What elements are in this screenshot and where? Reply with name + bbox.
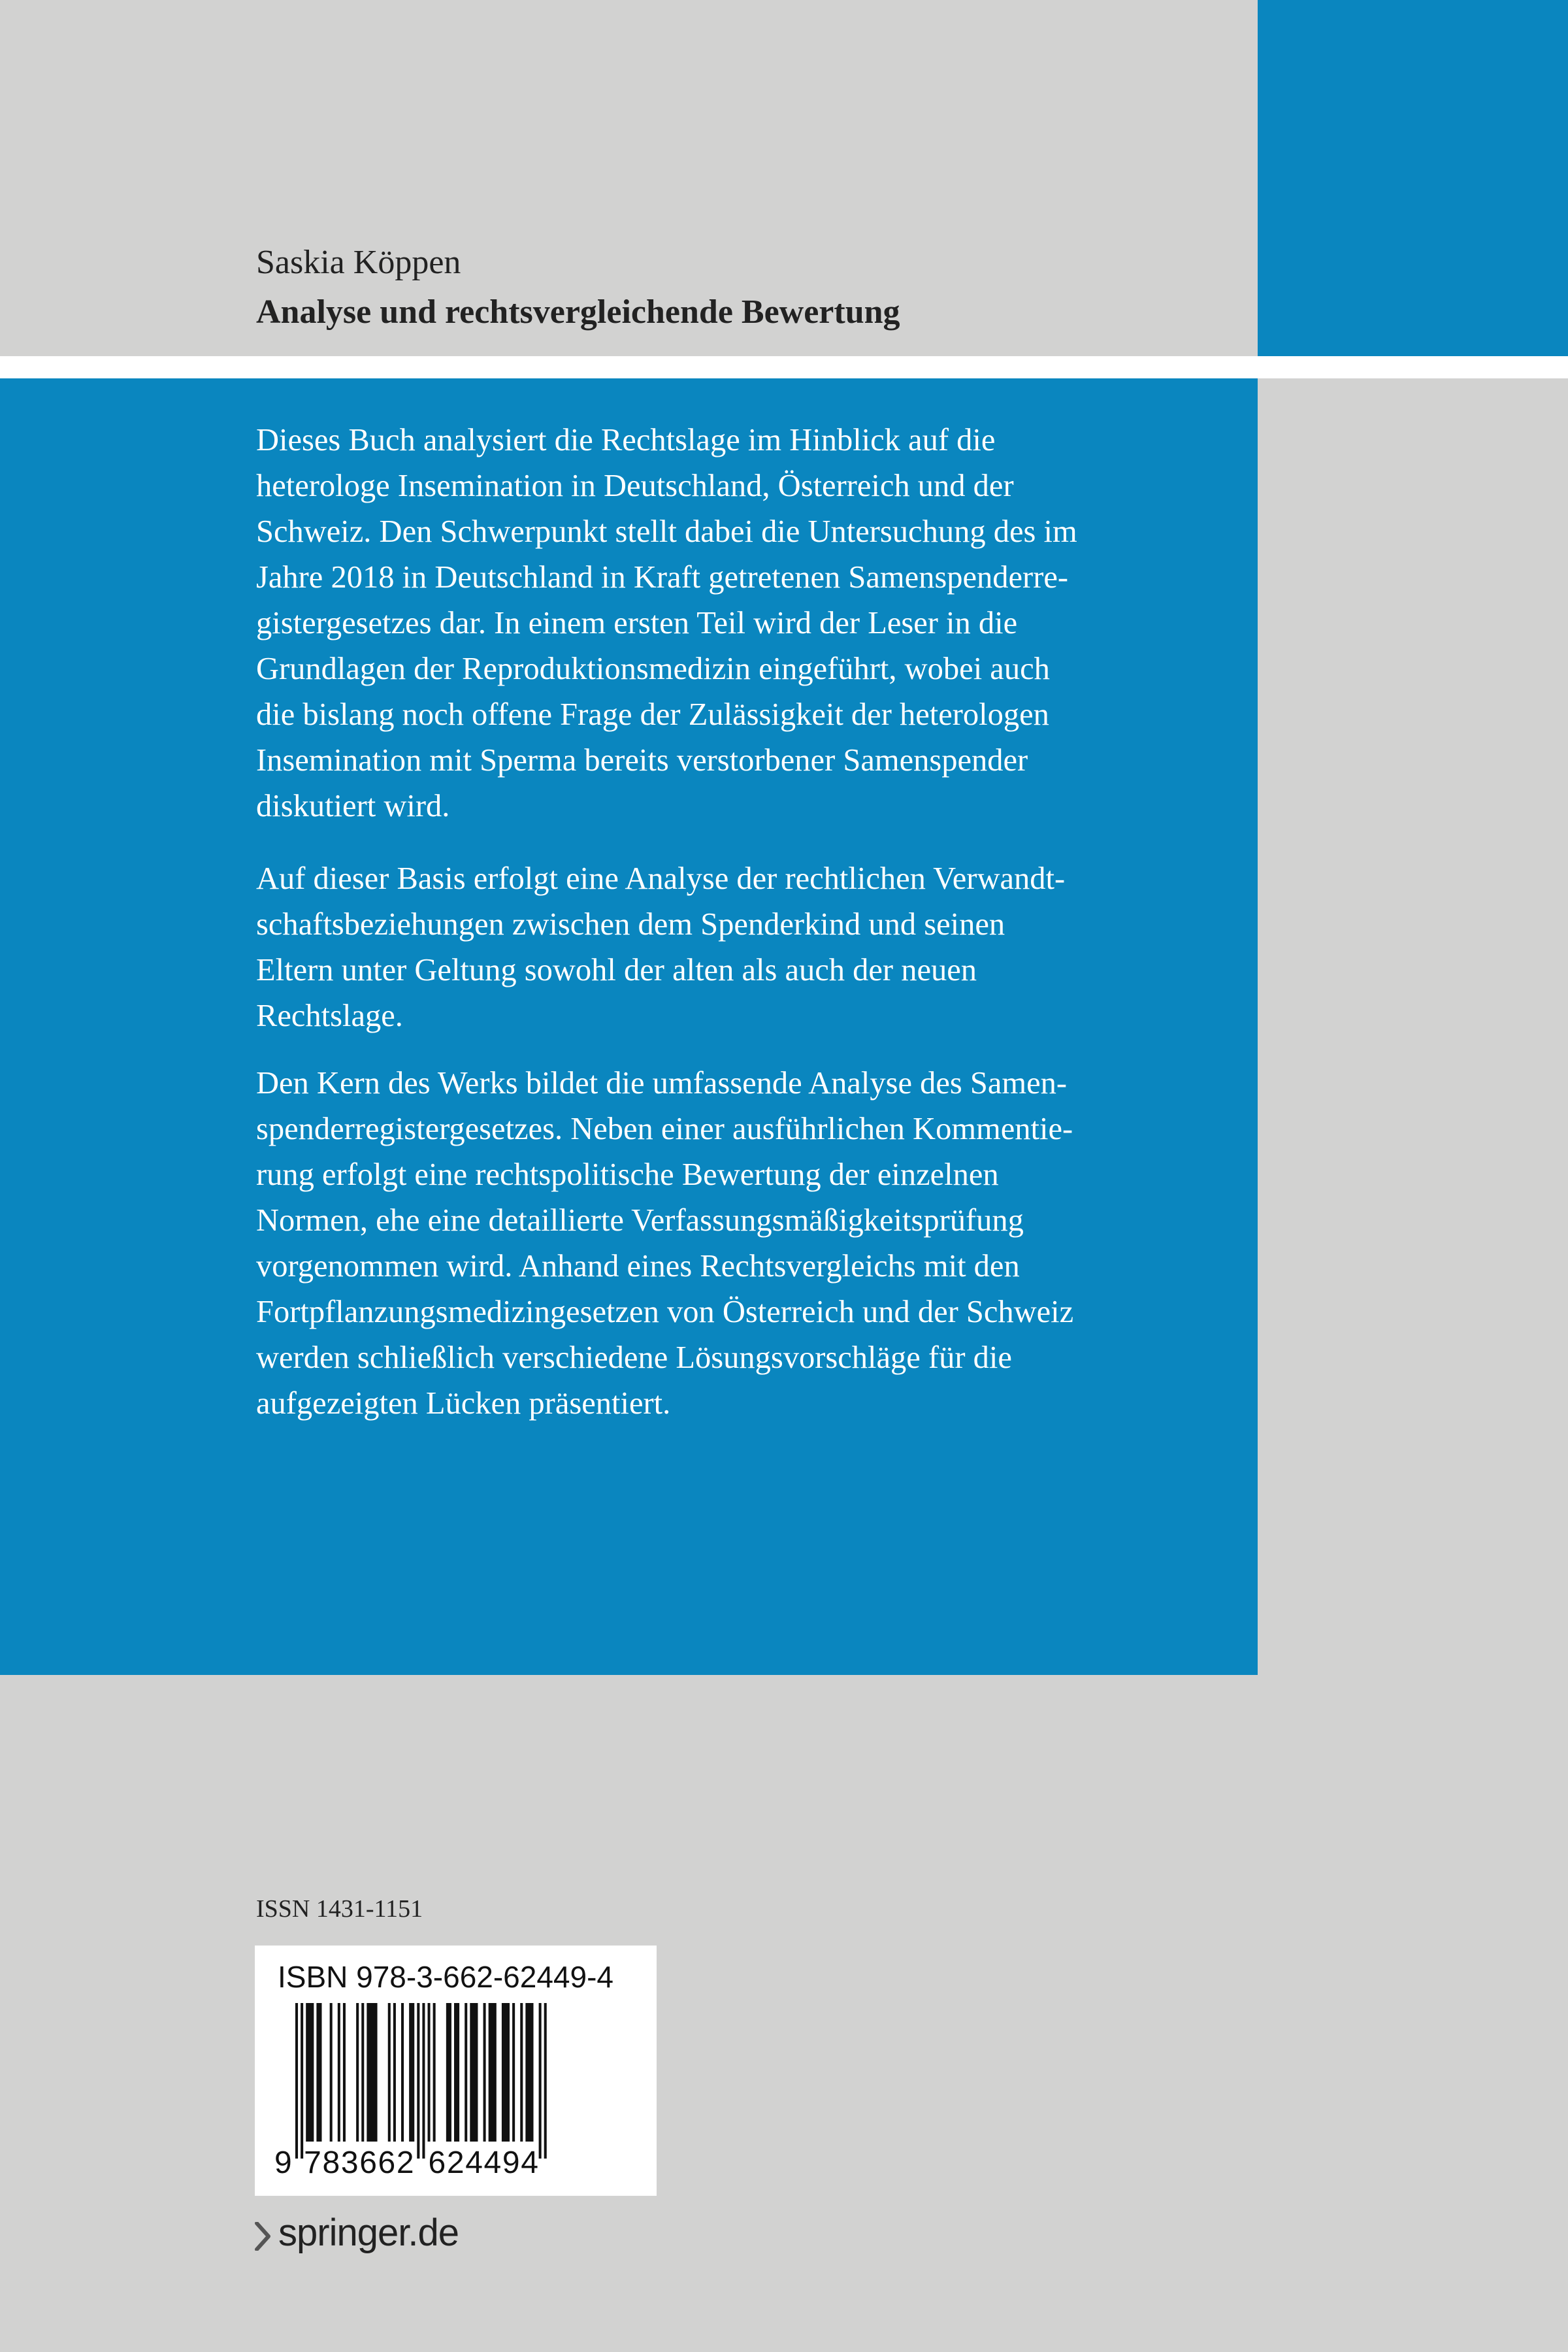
- barcode-bar: [483, 2003, 486, 2142]
- barcode-digit: 3: [340, 2145, 359, 2180]
- barcode-bar: [367, 2003, 377, 2142]
- barcode-bar: [433, 2003, 436, 2142]
- barcode-bar: [502, 2003, 510, 2142]
- barcode-bar: [446, 2003, 451, 2142]
- barcode-bar: [306, 2003, 314, 2142]
- barcode-bar: [393, 2003, 396, 2142]
- barcode-bar: [465, 2003, 467, 2142]
- blurb-line: Den Kern des Werks bildet die umfassende Analyse des Samen-: [256, 1066, 1068, 1101]
- barcode-bar: [512, 2003, 515, 2142]
- barcode-bar: [338, 2003, 340, 2142]
- barcode-digit: 6: [378, 2145, 396, 2180]
- barcode-digit: 2: [446, 2145, 465, 2180]
- barcode-bar: [401, 2003, 404, 2142]
- blurb-line: Normen, ehe eine detaillierte Verfassungsmäßigkeitsprüfung: [256, 1203, 1024, 1238]
- blurb-line: Eltern unter Geltung sowohl der alten als auch der neuen: [256, 953, 977, 987]
- accent-block: [1258, 0, 1568, 356]
- barcode-bar: [388, 2003, 391, 2142]
- blurb-line: Auf dieser Basis erfolgt eine Analyse der rechtlichen Verwandt-: [256, 861, 1066, 896]
- blurb-line: diskutiert wird.: [256, 789, 450, 823]
- issn-label: ISSN 1431-1151: [256, 1895, 423, 1923]
- barcode-guard-bar: [301, 2003, 303, 2159]
- barcode-digit: 7: [304, 2145, 321, 2180]
- book-subtitle: Analyse und rechtsvergleichende Bewertung: [256, 293, 900, 331]
- blurb-line: spenderregistergesetzes. Neben einer ausführlichen Kommentie-: [256, 1112, 1073, 1146]
- barcode-digit: 4: [521, 2145, 538, 2180]
- barcode-guard-bar: [539, 2003, 542, 2159]
- blurb-line: Grundlagen der Reproduktionsmedizin eingeführt, wobei auch: [256, 652, 1050, 686]
- barcode-bar: [489, 2003, 497, 2142]
- blurb-line: schaftsbeziehungen zwischen dem Spenderkind und seinen: [256, 907, 1005, 942]
- barcode-digit: 4: [465, 2145, 483, 2180]
- isbn-label: ISBN 978-3-662-62449-4: [278, 1960, 613, 1994]
- barcode-digit: 9: [274, 2145, 292, 2180]
- blurb-line: gistergesetzes dar. In einem ersten Teil wird der Leser in die: [256, 606, 1018, 640]
- barcode-bar: [525, 2003, 533, 2142]
- barcode-bar: [520, 2003, 523, 2142]
- blurb-line: rung erfolgt eine rechtspolitische Bewertung der einzelnen: [256, 1157, 999, 1192]
- blurb-line: die bislang noch offene Frage der Zulässigkeit der heterologen: [256, 697, 1049, 732]
- barcode-bar: [470, 2003, 478, 2142]
- barcode-digit: 6: [359, 2145, 377, 2180]
- barcode-digit: 6: [428, 2145, 446, 2180]
- barcode-guard-bar: [544, 2003, 547, 2159]
- barcode-digit: 2: [396, 2145, 414, 2180]
- barcode-digit: 9: [502, 2145, 520, 2180]
- barcode-box: [255, 1946, 657, 2196]
- barcode-bar: [343, 2003, 346, 2142]
- barcode-bar: [316, 2003, 321, 2142]
- barcode-bar: [330, 2003, 333, 2142]
- chevron-right-icon: [255, 2222, 272, 2251]
- barcode-bar: [356, 2003, 359, 2142]
- barcode-bar: [409, 2003, 414, 2142]
- barcode-bar: [454, 2003, 459, 2142]
- blurb-line: aufgezeigten Lücken präsentiert.: [256, 1386, 671, 1421]
- blurb-line: Jahre 2018 in Deutschland in Kraft getretenen Samenspenderre-: [256, 560, 1069, 595]
- blurb-line: Fortpflanzungsmedizingesetzen von Österreich und der Schweiz: [256, 1295, 1074, 1329]
- barcode-guard-bar: [422, 2003, 425, 2159]
- barcode-bar: [428, 2003, 431, 2142]
- barcode-digit: 4: [483, 2145, 502, 2180]
- blurb-line: werden schließlich verschiedene Lösungsvorschläge für die: [256, 1340, 1012, 1375]
- barcode-digit: 8: [322, 2145, 340, 2180]
- barcode-digits: [255, 2144, 657, 2184]
- barcode-guard-bar: [295, 2003, 298, 2159]
- blurb-line: Rechtslage.: [256, 999, 403, 1033]
- barcode-bar: [361, 2003, 364, 2142]
- author-name: Saskia Köppen: [256, 244, 461, 281]
- blurb-line: Insemination mit Sperma bereits verstorbener Samenspender: [256, 743, 1028, 778]
- publisher-name: springer.de: [278, 2211, 459, 2254]
- blurb-line: Schweiz. Den Schwerpunkt stellt dabei die Untersuchung des im: [256, 514, 1077, 549]
- blurb-line: vorgenommen wird. Anhand eines Rechtsvergleichs mit den: [256, 1249, 1020, 1284]
- divider-stripe: [0, 356, 1568, 378]
- blurb-line: heterologe Insemination in Deutschland, Österreich und der: [256, 469, 1014, 503]
- barcode-guard-bar: [417, 2003, 419, 2159]
- blurb-line: Dieses Buch analysiert die Rechtslage im Hinblick auf die: [256, 423, 996, 457]
